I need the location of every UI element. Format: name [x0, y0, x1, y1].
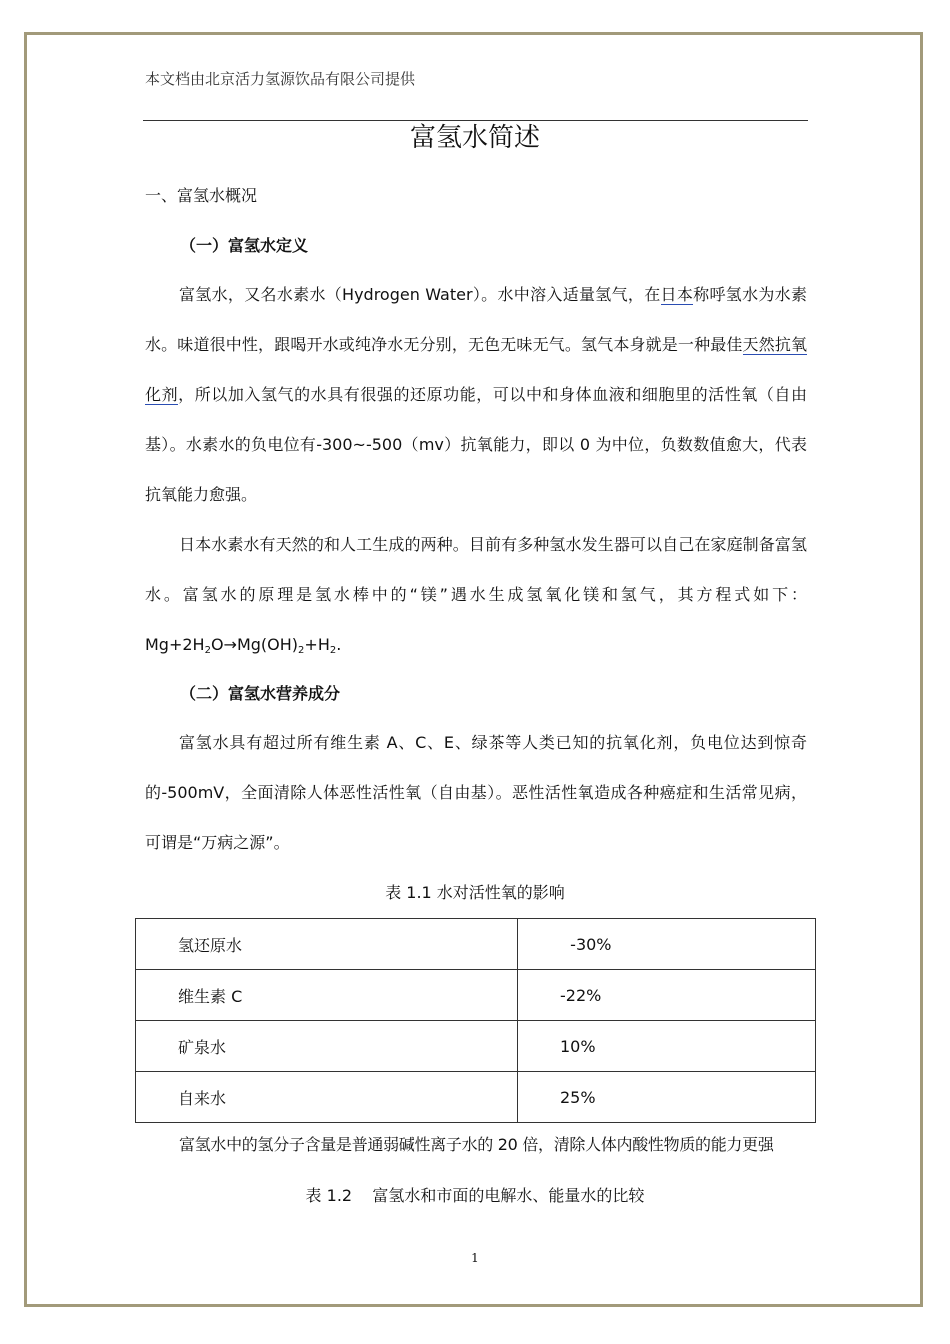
section-heading-overview: 一、富氢水概况 — [145, 186, 258, 205]
paragraph-hydrogen-content: 富氢水中的氢分子含量是普通弱碱性离子水的 20 倍，清除人体内酸性物质的能力更强 — [179, 1135, 774, 1154]
document-title: 富氢水简述 — [409, 123, 540, 153]
equation-part-a: Mg+2H — [145, 635, 205, 654]
paragraph-definition-text-a: 富氢水，又名水素水（Hydrogen Water）。水中溶入适量氢气，在 — [179, 285, 661, 304]
paragraph-definition-text-c: ，所以加入氢气的水具有很强的还原功能，可以中和身体血液和细胞里的活性氧（自由基）。水素水的负电位有-300~-500（mv）抗氧能力，即以 0 为中位，负数数值愈大，代表抗氧能力愈强。 — [145, 385, 807, 504]
table-row — [136, 919, 816, 970]
equation-end: . — [336, 635, 342, 654]
subheading-definition: （一）富氢水定义 — [180, 236, 309, 255]
subheading-nutrition: （二）富氢水营养成分 — [180, 684, 341, 703]
chemical-equation — [145, 635, 341, 654]
header-note: 本文档由北京活力氢源饮品有限公司提供 — [145, 70, 416, 88]
table-cell-name: 氢还原水 — [136, 919, 518, 970]
paragraph-production-text: 日本水素水有天然的和人工生成的两种。目前有多种氢水发生器可以自己在家庭制备富氢水。富氢水的原理是氢水棒中的“镁”遇水生成氢氧化镁和氢气，其方程式如下： — [145, 535, 807, 604]
table-2-caption-text: 表 1.2 富氢水和市面的电解水、能量水的比较 — [305, 1186, 645, 1205]
table-1-caption: 表 1.1 水对活性氧的影响 — [385, 883, 565, 902]
table-2-caption — [0, 1183, 950, 1209]
paragraph-production — [145, 520, 807, 676]
link-natural-antioxidant[interactable]: 天然抗氧化剂 — [145, 335, 807, 404]
equation-subscript: 2 — [329, 645, 337, 656]
table-active-oxygen — [135, 918, 816, 1123]
table-row — [136, 970, 816, 1021]
table-cell-value: -22% — [518, 970, 816, 1021]
page-number: 1 — [471, 1251, 479, 1265]
table-cell-value: 10% — [518, 1021, 816, 1072]
equation-subscript: 2 — [204, 645, 211, 656]
table-cell-value: -30% — [518, 919, 816, 970]
equation-part-c: +H — [304, 635, 330, 654]
equation-part-b: O→Mg(OH) — [210, 635, 299, 654]
table-cell-name: 维生素 C — [136, 970, 518, 1021]
equation-subscript: 2 — [298, 645, 305, 656]
table-cell-name: 矿泉水 — [136, 1021, 518, 1072]
paragraph-definition-text-b: 称呼氢水为水素水。味道很中性，跟喝开水或纯净水无分别，无色无味无气。氢气本身就是一种最佳 — [145, 285, 807, 354]
paragraph-nutrition: 富氢水具有超过所有维生素 A、C、E、绿茶等人类已知的抗氧化剂，负电位达到惊奇的-500mV，全面清除人体恶性活性氧（自由基）。恶性活性氧造成各种癌症和生活常见病，可谓是“万病之源”。 — [145, 733, 807, 852]
paragraph-definition — [145, 270, 807, 520]
link-japan[interactable]: 日本 — [660, 285, 694, 304]
table-cell-name: 自来水 — [136, 1072, 518, 1123]
table-row — [136, 1021, 816, 1072]
table-row — [136, 1072, 816, 1123]
table-cell-value: 25% — [518, 1072, 816, 1123]
